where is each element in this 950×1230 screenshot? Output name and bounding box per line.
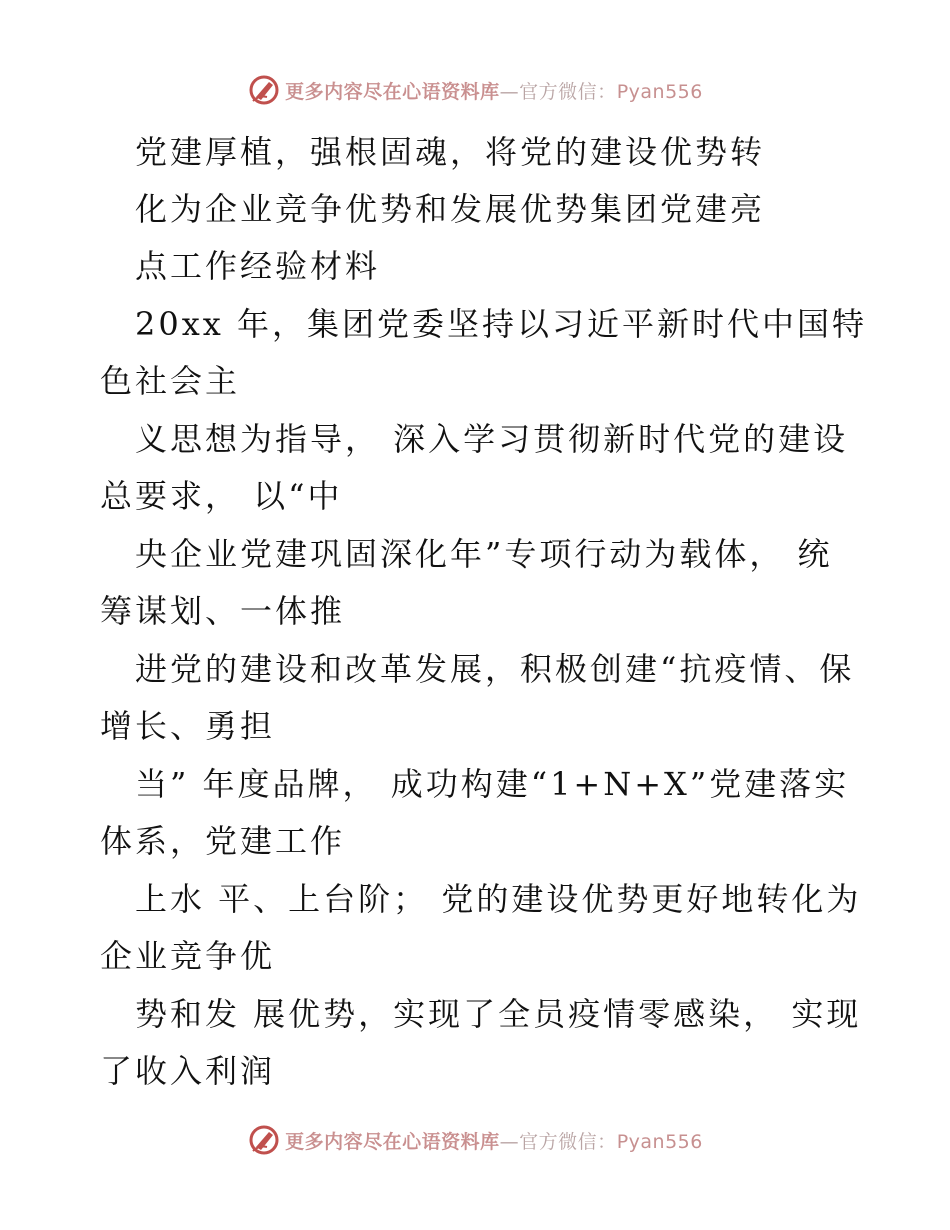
text-line: 体系，党建工作 — [100, 822, 346, 860]
text-line: 20xx 年，集团党委坚持以习近平新时代中国特 — [135, 305, 867, 343]
watermark-official: 官方微信： — [519, 1130, 617, 1153]
text-line: 增长、勇担 — [100, 707, 276, 745]
watermark-text — [285, 1127, 703, 1154]
text-line: 筹谋划、一体推 — [100, 592, 346, 630]
text-line: 色社会主 — [100, 362, 241, 400]
watermark-handle: Pyan556 — [616, 1130, 703, 1153]
text-line: 势和发 展优势，实现了全员疫情零感染， 实现 — [135, 995, 862, 1033]
watermark-text — [285, 77, 703, 104]
footer-watermark — [0, 1120, 950, 1160]
text-line: 当” 年度品牌， 成功构建“1+N+X”党建落实 — [135, 765, 850, 803]
header-watermark — [0, 70, 950, 110]
text-line: 点工作经验材料 — [135, 247, 381, 285]
text-line: 义思想为指导， 深入学习贯彻新时代党的建设 — [135, 420, 849, 458]
text-line: 上水 平、上台阶； 党的建设优势更好地转化为 — [135, 880, 862, 918]
text-line: 化为企业竞争优势和发展优势集团党建亮 — [135, 190, 766, 228]
text-line: 进党的建设和改革发展，积极创建“抗疫情、保 — [135, 650, 855, 688]
brand-logo-icon — [247, 73, 281, 107]
text-line: 总要求， 以“中 — [100, 477, 343, 515]
text-line: 企业竞争优 — [100, 937, 276, 975]
brand-logo-icon — [247, 1123, 281, 1157]
watermark-brand: 更多内容尽在心语资料库 — [285, 80, 500, 103]
watermark-separator: — — [499, 80, 520, 103]
text-line: 了收入利润 — [100, 1052, 276, 1090]
watermark-official: 官方微信： — [519, 80, 617, 103]
watermark-separator: — — [499, 1130, 520, 1153]
text-line: 央企业党建巩固深化年”专项行动为载体， 统 — [135, 535, 833, 573]
watermark-handle: Pyan556 — [616, 80, 703, 103]
watermark-brand: 更多内容尽在心语资料库 — [285, 1130, 500, 1153]
text-line: 党建厚植，强根固魂，将党的建设优势转 — [135, 133, 766, 171]
